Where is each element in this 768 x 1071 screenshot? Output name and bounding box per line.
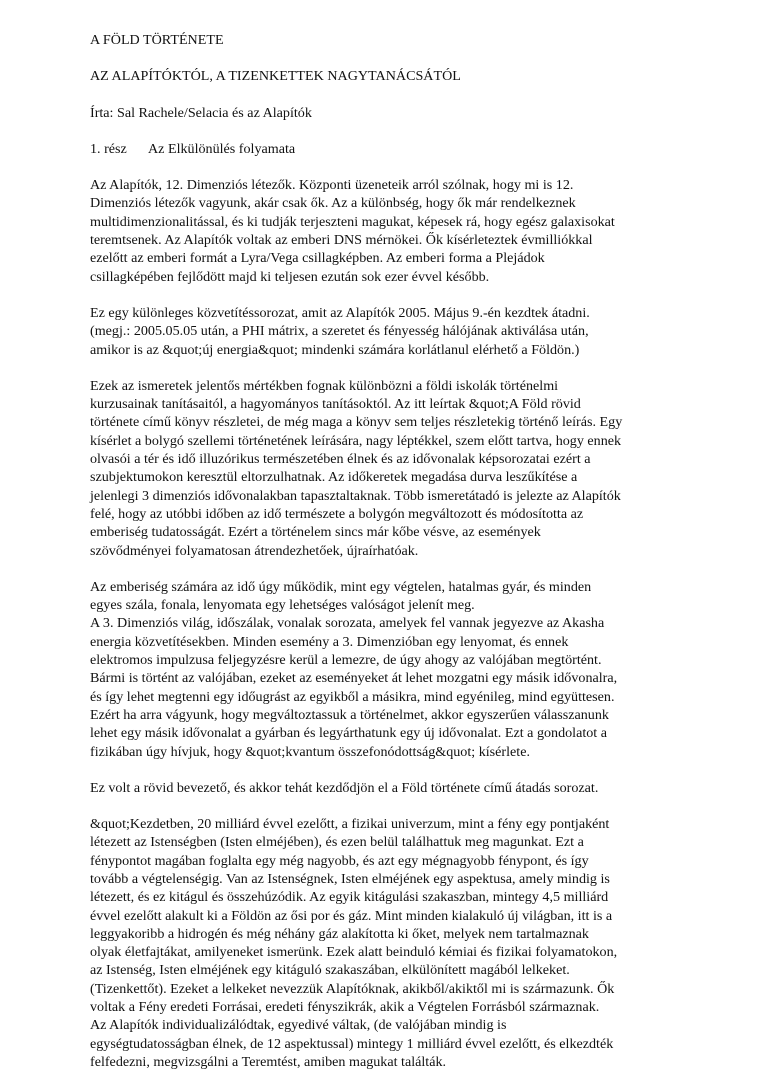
paragraph (90, 176, 728, 286)
paragraph-line: Ezek az ismeretek jelentős mértékben fognak különbözni a földi iskolák történelmi (90, 377, 559, 394)
paragraph-line: olyak életfajtákat, amilyeneket ismerünk. Ezek alatt beinduló kémiai és fizikai folyamatokon, (90, 944, 618, 961)
paragraph-line: évvel ezelőtt alakult ki a Földön az ősi por és gáz. Mint minden kialakuló új világban, itt is a (90, 907, 613, 924)
paragraph-line: fénypontot magában foglalta egy még nagyobb, és azt egy mégnagyobb fénypont, és így (90, 852, 589, 869)
paragraph-line: egységtudatosságban élnek, de 12 aspektussal) mintegy 1 milliárd évvel ezelőtt, és elkezdték (90, 1035, 614, 1052)
paragraph-line: története című könyv részletei, de még maga a könyv sem teljes részletekig történő leírás. Egy (90, 414, 623, 431)
paragraph-line: (megj.: 2005.05.05 után, a PHI mátrix, a szeretet és fényesség hálójának aktiválása után, (90, 323, 589, 340)
paragraph-line: kísérlet a bolygó szellemi történetének leírására, nagy léptékkel, szem előtt tartva, hogy ennek (90, 432, 622, 449)
paragraph-line: Dimenziós létezők vagyunk, akár csak ők. Az a különbség, hogy ők már rendelkeznek (90, 195, 576, 212)
paragraph-line: emberiség tudatosságát. Ezért a történelem sincs már kőbe vésve, az események (90, 524, 541, 541)
paragraph (90, 578, 728, 761)
paragraph-line: Ez egy különleges közvetítéssorozat, amit az Alapítók 2005. Május 9.-én kezdtek átadni. (90, 304, 590, 321)
paragraph-line: csillagképében fejlődött majd ki teljesen ezután sok ezer évvel később. (90, 268, 490, 285)
paragraph-line: szövődményei folyamatosan átrendezhetőek, újraírhatóak. (90, 542, 419, 559)
paragraph-line: kurzusainak tanításaitól, a hagyományos tanításoktól. Az itt leírtak &quot;A Föld rövid (90, 396, 581, 413)
paragraph (90, 304, 728, 359)
paragraph (90, 377, 728, 560)
document-title: A FÖLD TÖRTÉNETE (90, 32, 224, 48)
part-number: 1. rész (90, 140, 127, 157)
paragraph-line: multidimenzionalitással, és ki tudják terjeszteni magukat, képesek rá, hogy egész galaxisokat (90, 213, 615, 230)
author-line: Írta: Sal Rachele/Selacia és az Alapítók (90, 104, 312, 121)
paragraph-line: egyes szála, fonala, lenyomata egy lehetséges valóságot jelenít meg. (90, 597, 475, 614)
paragraph-line: Ezért ha arra vágyunk, hogy megváltoztassuk a történelmet, akkor egyszerűen válasszanunk (90, 706, 609, 723)
paragraph-line: A 3. Dimenziós világ, időszálak, vonalak sorozata, amelyek fel vannak jegyezve az Akasha (90, 615, 605, 632)
paragraph-line: jelenlegi 3 dimenziós idővonalakban tapasztaltaknak. Több ismeretátadó is jelezte az Alapítók (90, 487, 621, 504)
paragraph-line: leggyakoribb a hidrogén és még néhány gáz alakította ki őket, melyek nem tartalmaznak (90, 925, 589, 942)
paragraph (90, 815, 728, 1071)
paragraph-line: Az emberiség számára az idő úgy működik, mint egy végtelen, hatalmas gyár, és minden (90, 578, 592, 595)
paragraph-line: ezelőtt az emberi formát a Lyra/Vega csillagképben. Az emberi forma a Plejádok (90, 250, 545, 267)
paragraph-line: Ez volt a rövid bevezető, és akkor tehát kezdődjön el a Föld története című átadás sorozat. (90, 779, 599, 796)
part-heading (90, 140, 728, 158)
paragraph-line: tovább a végtelenségig. Van az Istenségnek, Isten elméjének egy aspektusa, amely mindig is (90, 870, 610, 887)
paragraph-line: Az Alapítók individualizálódtak, egyedivé váltak, (de valójában mindig is (90, 1017, 507, 1034)
body-text (90, 176, 728, 1071)
paragraph-line: Bármi is történt az valójában, ezeket az eseményeket át lehet mozgatni egy másik idővonalra, (90, 670, 618, 687)
paragraph-line: lehet egy másik idővonalat a gyárban és legyárthatunk egy új idővonalat. Ezt a gondolatot a (90, 725, 608, 742)
paragraph-line: energia közvetítésekben. Minden esemény a 3. Dimenzióban egy lenyomat, és ennek (90, 633, 569, 650)
paragraph-line: &quot;Kezdetben, 20 milliárd évvel ezelőtt, a fizikai univerzum, mint a fény egy pontjaként (90, 816, 610, 833)
paragraph-line: létezett, és ez kitágul és összehúzódik. Az egyik kitágulási szakaszban, mintegy 4,5 milliárd (90, 889, 609, 906)
paragraph-line: Az Alapítók, 12. Dimenziós létezők. Központi üzeneteik arról szólnak, hogy mi is 12. (90, 177, 574, 194)
paragraph-line: teremtsenek. Az Alapítók voltak az emberi DNS mérnökei. Ők kísérleteztek évmilliókkal (90, 232, 593, 249)
paragraph-line: amikor is az &quot;új energia&quot; mindenki számára korlátlanul elérhető a Földön.) (90, 341, 580, 358)
paragraph (90, 779, 728, 797)
paragraph-line: olvasói a tér és idő illuzórikus természetében élnek és az idővonalak képsorozatai ezért a (90, 451, 591, 468)
paragraph-line: szubjektumokon keresztül eltorzulhatnak. Az időkeretek megadása durva leszűkítése a (90, 469, 578, 486)
paragraph-line: fizikában úgy hívjuk, hogy &quot;kvantum összefonódottság&quot; kísérlete. (90, 743, 530, 760)
document-subtitle: AZ ALAPÍTÓKTÓL, A TIZENKETTEK NAGYTANÁCSÁTÓL (90, 68, 461, 85)
paragraph-line: voltak a Fény eredeti Forrásai, eredeti fényszikrák, akik a Végtelen Forrásból származnak. (90, 999, 600, 1016)
part-title: Az Elkülönülés folyamata (148, 140, 296, 157)
paragraph-line: (Tizenkettőt). Ezeket a lelkeket nevezzük Alapítóknak, akikből/akiktől mi is származunk. Ők (90, 980, 615, 997)
paragraph-line: az Istenség, Isten elméjének egy kitáguló szakaszában, elkülönített magából lelkeket. (90, 962, 570, 979)
paragraph-line: létezett az Istenségben (Isten elméjében), és ezen belül találhattuk meg magunkat. Ezt a (90, 834, 584, 851)
paragraph-line: felfedezni, megvizsgálni a Teremtést, amiben magukat találták. (90, 1053, 447, 1070)
paragraph-line: felé, hogy az utóbbi időben az idő természete a bolygón megváltozott és módosította az (90, 505, 584, 522)
paragraph-line: elektromos impulzusa feljegyzésre kerül a lemezre, de úgy ahogy az valójában megtörtént. (90, 652, 602, 669)
paragraph-line: és így lehet megtenni egy időugrást az egyikből a másikra, mind egyénileg, mind együttesen. (90, 688, 615, 705)
